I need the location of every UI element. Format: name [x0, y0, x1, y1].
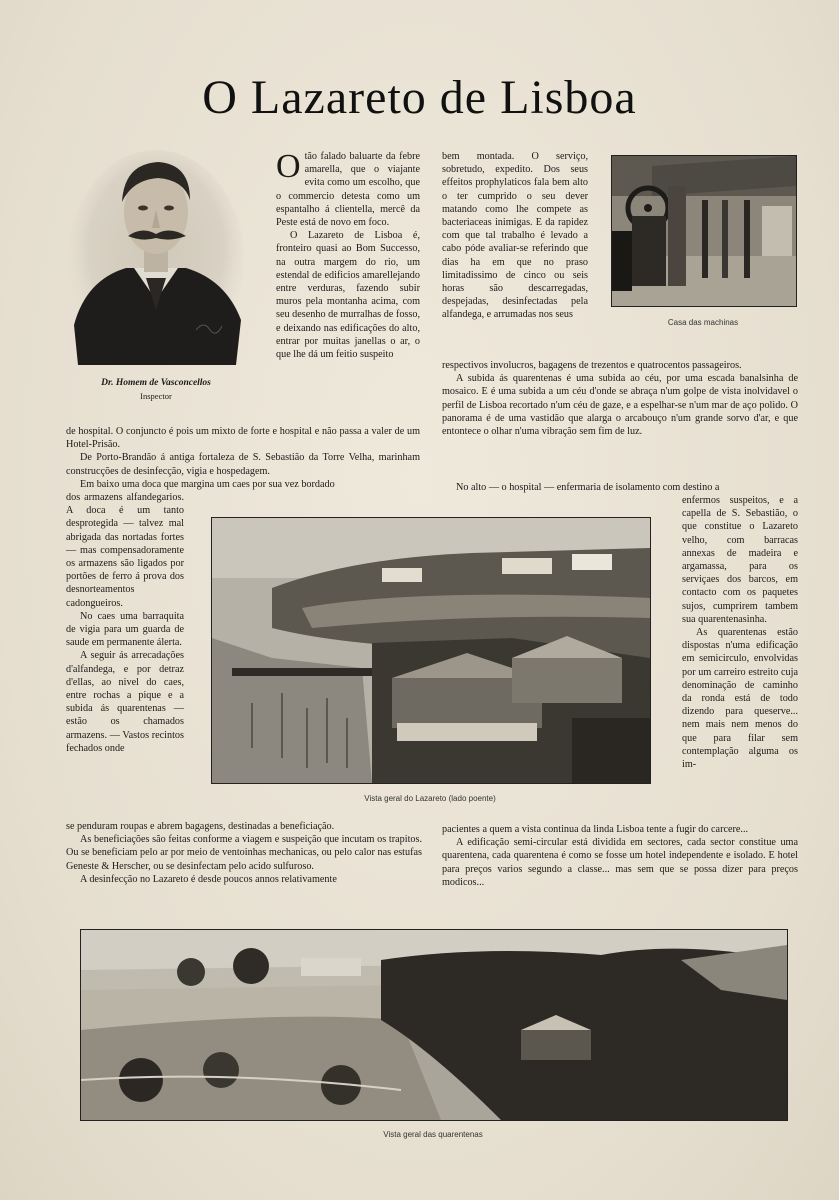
paragraph: As quarentenas estão dispostas n'uma edificação em semicirculo, envolvidas por um carreiro estreito cuja denominação de caminho da ronda está de todo dizendo para queserve... nem mais nem menos do que para filar sem contemplação alguma os im-: [682, 627, 798, 771]
quarentenas-caption: Vista geral das quarentenas: [383, 1130, 483, 1139]
paragraph: de hospital. O conjuncto é pois um mixto de forte e hospital e não passa a valer de um Hotel-Prisão.: [66, 426, 420, 451]
paragraph: No alto — o hospital — enfermaria de isolamento com destino a: [456, 482, 720, 493]
column-2-continuation: [442, 359, 798, 438]
machine-house-illustration: [612, 156, 796, 306]
portrait-role: Inspector: [140, 391, 172, 401]
paragraph: respectivos involucros, bagagens de trezentos e quatrocentos passageiros.: [442, 360, 742, 371]
lazareto-illustration: [212, 518, 650, 783]
lazareto-caption: Vista geral do Lazareto (lado poente): [364, 794, 496, 803]
paragraph: De Porto-Brandão á antiga fortaleza de S. Sebastião da Torre Velha, marinham construcções de desinfecção, vigia e hospedagem.: [66, 452, 420, 477]
paragraph: tão falado baluarte da febre amarella, que o viajante evita como um escolho, que o commercio detesta como um espantalho á clientella, mercê da Peste está de novo em foco.: [276, 151, 420, 229]
paragraph: A desinfecção no Lazareto é desde poucos annos relativamente: [80, 873, 337, 885]
portrait-name: Dr. Homem de Vasconcellos: [101, 378, 211, 388]
left-narrow-text: [66, 491, 184, 755]
machine-house-photo: [611, 155, 797, 307]
right-top-text: [442, 481, 798, 494]
paragraph: dos armazens alfandegarios. A doca é um tanto desprotegida — talvez mal abrigada das nortadas fortes — mas compensadoramente os armazens são ligados por portões de ferro á prova dos desnorteamentos cadongueiros.: [66, 492, 184, 609]
paragraph: enfermos suspeitos, e a capella de S. Sebastião, o que constitue o Lazareto velho, com barracas annexas de madeira e argamassa, para os serviçaes dos barcos, em contacto com os paquetes sujos, cumprirem tambem sua quarentenasinha.: [682, 495, 798, 625]
paragraph: Em baixo uma doca que margina um caes por sua vez bordado: [80, 478, 335, 490]
lazareto-photo: [211, 517, 651, 784]
right-bottom-text: [442, 823, 798, 889]
paragraph: se penduram roupas e abrem bagagens, destinadas a beneficiação.: [66, 821, 335, 832]
left-block-text: [66, 425, 420, 491]
page-title: O Lazareto de Lisboa: [202, 71, 637, 124]
paragraph: As beneficiações são feitas conforme a viagem e suspeição que incutam os trapitos. Ou se beneficiam pelo ar por meio de ventoinhas mechanicas, ou pelo calor nas estufas Geneste & Herscher, ou se desinfectam pelo acido sulfuroso.: [66, 834, 422, 872]
paragraph: A seguir ás arrecadações d'alfandega, e por detraz d'ellas, ao nivel do caes, entre rochas a pique e a subida ás quarentenas — estão os chamados armazens. — Vastos recintos fechados onde: [66, 650, 184, 754]
paragraph: pacientes a quem a vista continua da linda Lisboa tente a fugir do carcere...: [442, 824, 749, 835]
portrait-illustration: [66, 150, 246, 372]
machine-house-caption: Casa das machinas: [667, 318, 739, 327]
left-bottom-text: [66, 820, 422, 886]
quarentenas-photo: [80, 929, 788, 1121]
paragraph: O Lazareto de Lisboa é, fronteiro quasi ao Bom Successo, na outra margem do rio, um estendal de edificios amarellejando entre verduras, fazendo subir muros pela montanha acima, com seu desenho de murralhas de fosso, e deixando nas edificações do alto, entrar por muitas janellas o ar, o que lhe dá um feitio suspeito: [276, 230, 420, 361]
paragraph: A subida ás quarentenas é uma subida ao céu, por uma escada banalsinha de mosaico. E é uma subida a um céu d'onde se abraça n'um golpe de vista inolvidavel o perfil de Lisboa recortado n'um céu de gaze, e a espelhar-se n'um mar de aço polido. O panorama é de uma vastidão que alarga o arcabouço n'um grande sorvo d'ar, e que entontece o olhar n'uma vibração sem fim de luz.: [442, 373, 798, 438]
paragraph: A edificação semi-circular está dividida em sectores, cada sector constitue uma quarentena, cada quarentena é como se fosse um hotel independente e isolado. E hotel para preços varios segundo a classe... mas sem que se possa dizer para preços modicos...: [442, 837, 798, 888]
portrait-photo: [66, 150, 246, 372]
right-narrow-text: [682, 494, 798, 771]
drop-cap: O: [276, 148, 301, 185]
paragraph: No caes uma barraquita de vigia para um guarda de saude em permanente álerta.: [66, 610, 184, 649]
paragraph: bem montada. O serviço, sobretudo, expedito. Dos seus effeitos prophylaticos fala bem alto o ter cumprido o seu dever matando como lhe compete as bacteriaceas inimigas. E da rapidez com que tal trabalho é levado a cabo póde avaliar-se referindo que dias ha em que no praso limitadissimo de cinco ou seis horas são descarregadas, despejadas, desinfectadas pela alfandega, e arrumadas nos seus: [442, 151, 588, 321]
column-1-text: [276, 150, 420, 361]
column-2-text: [442, 150, 588, 322]
quarentenas-illustration: [81, 930, 787, 1120]
